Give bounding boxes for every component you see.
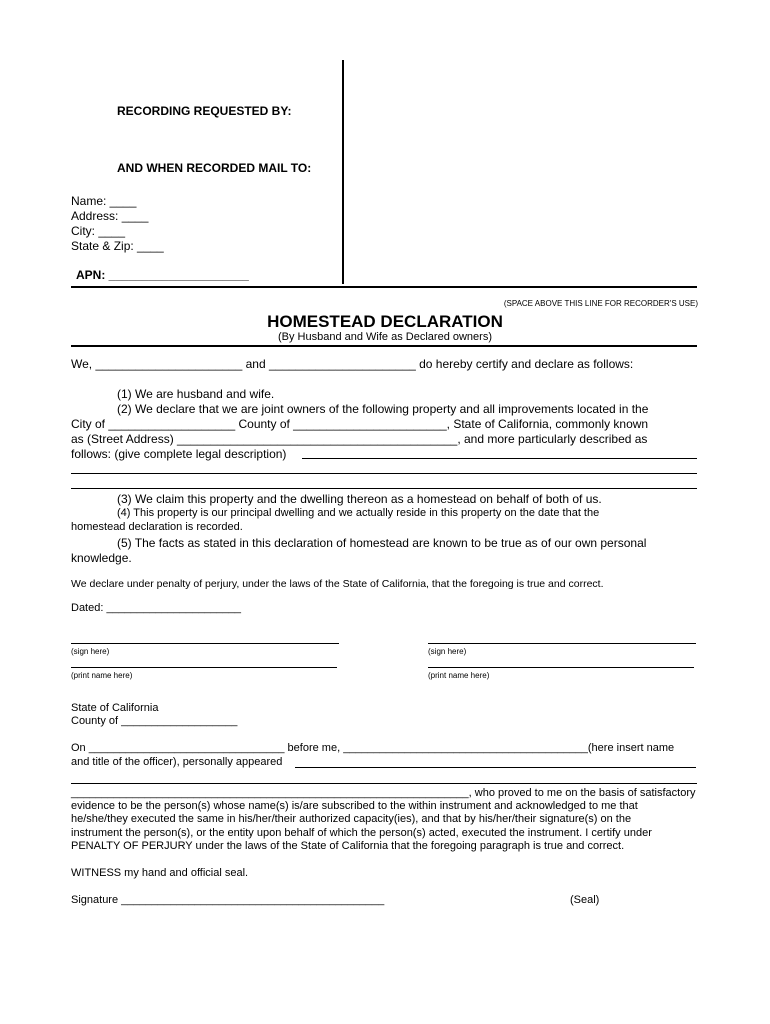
recorded-mail-to: AND WHEN RECORDED MAIL TO: bbox=[117, 161, 312, 175]
print-name-line-left bbox=[71, 667, 337, 668]
seal-label: (Seal) bbox=[570, 894, 600, 906]
clause-1: (1) We are husband and wife. bbox=[117, 387, 275, 401]
notary-text-3: instrument the person(s), or the entity upon behalf of which the person(s) acted, executed the instrument. I certify under bbox=[71, 827, 652, 839]
clause-2-line-4: follows: (give complete legal description) bbox=[71, 447, 287, 461]
notary-signature-line: Signature ___________________________________________ bbox=[71, 894, 385, 906]
notary-on-line: On ________________________________ before me, ________________________________________(here insert name bbox=[71, 742, 675, 754]
clause-4-line-2: homestead declaration is recorded. bbox=[71, 521, 243, 533]
sign-here-label-left: (sign here) bbox=[71, 647, 110, 656]
declarants-intro: We, ______________________ and ______________________ do hereby certify and declare as follows: bbox=[71, 357, 634, 371]
perjury-statement: We declare under penalty of perjury, under the laws of the State of California, that the foregoing is true and correct. bbox=[71, 578, 604, 590]
mail-address-field: Address: ____ bbox=[71, 209, 149, 223]
notary-officer-title-line: and title of the officer), personally appeared bbox=[71, 756, 283, 768]
notary-state: State of California bbox=[71, 702, 159, 714]
mail-state-zip-field: State & Zip: ____ bbox=[71, 239, 164, 253]
clause-5-line-2: knowledge. bbox=[71, 551, 132, 565]
print-name-line-right bbox=[428, 667, 694, 668]
legal-description-line-1 bbox=[302, 458, 697, 459]
clause-4-line-1: (4) This property is our principal dwelling and we actually reside in this property on the date that the bbox=[117, 507, 600, 519]
legal-description-line-2 bbox=[71, 473, 697, 474]
apn-field: APN: _____________________ bbox=[76, 268, 249, 282]
appeared-names-line bbox=[71, 783, 697, 784]
notary-county: County of ___________________ bbox=[71, 715, 238, 727]
title-rule bbox=[71, 345, 697, 347]
signature-line-left bbox=[71, 643, 339, 644]
clause-3: (3) We claim this property and the dwelling thereon as a homestead on behalf of both of us. bbox=[117, 492, 602, 506]
recorder-box-bottom-rule bbox=[71, 286, 697, 288]
page-title: HOMESTEAD DECLARATION bbox=[267, 312, 503, 331]
clause-2-line-3: as (Street Address) __________________________________________, and more particularly described as bbox=[71, 432, 648, 446]
notary-text-4: PENALTY OF PERJURY under the laws of the State of California that the foregoing paragraph is true and correct. bbox=[71, 840, 625, 852]
print-name-label-right: (print name here) bbox=[428, 671, 490, 680]
mail-name-field: Name: ____ bbox=[71, 194, 137, 208]
recorder-box-vertical-divider bbox=[342, 60, 344, 284]
signature-line-right bbox=[428, 643, 696, 644]
notary-text-1: evidence to be the person(s) whose name(s) is/are subscribed to the within instrument and acknowledged to me that bbox=[71, 800, 638, 812]
personally-appeared-line bbox=[295, 767, 696, 768]
mail-city-field: City: ____ bbox=[71, 224, 126, 238]
dated-field: Dated: ______________________ bbox=[71, 602, 242, 614]
clause-5-line-1: (5) The facts as stated in this declaration of homestead are known to be true as of our own personal bbox=[117, 536, 647, 550]
clause-2-line-2: City of ___________________ County of _______________________, State of California, commonly known bbox=[71, 417, 649, 431]
witness-statement: WITNESS my hand and official seal. bbox=[71, 867, 249, 879]
legal-description-line-3 bbox=[71, 488, 697, 489]
page-subtitle: (By Husband and Wife as Declared owners) bbox=[278, 331, 492, 343]
notary-proved-line: _________________________________________________________________, who proved to me on the basis of satisfactory bbox=[71, 787, 696, 799]
notary-text-2: he/she/they executed the same in his/her/their authorized capacity(ies), and that by his/her/their signature(s) on the bbox=[71, 813, 632, 825]
print-name-label-left: (print name here) bbox=[71, 671, 133, 680]
recorder-use-note: (SPACE ABOVE THIS LINE FOR RECORDER'S USE) bbox=[503, 299, 698, 308]
sign-here-label-right: (sign here) bbox=[428, 647, 467, 656]
recording-requested-by: RECORDING REQUESTED BY: bbox=[117, 104, 292, 118]
clause-2-line-1: (2) We declare that we are joint owners of the following property and all improvements located in the bbox=[117, 402, 649, 416]
